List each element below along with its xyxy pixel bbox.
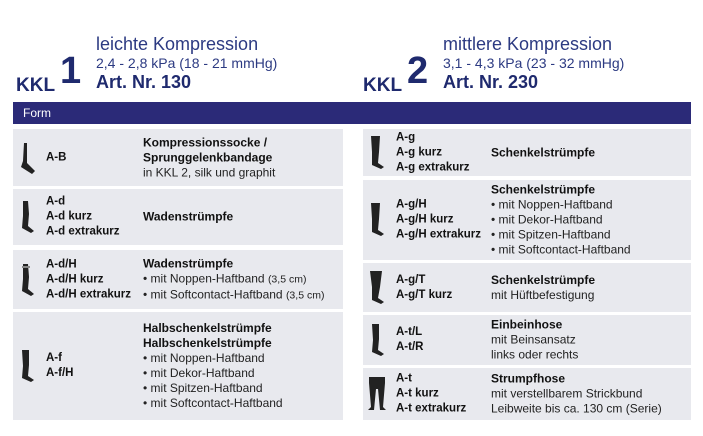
pressure-range: 3,1 - 4,3 kPa (23 - 32 mmHg) [443, 55, 625, 71]
product-title: Sprunggelenkbandage [143, 150, 273, 164]
article-code: A-t/R [396, 341, 424, 353]
product-title: Kompressionssocke / [143, 135, 268, 149]
product-row [363, 263, 691, 312]
product-title: Schenkelstrümpfe [491, 145, 596, 159]
product-feature: • mit Spitzen-Haftband [491, 227, 611, 242]
article-code: A-g/H kurz [396, 213, 454, 226]
product-description [491, 273, 595, 303]
product-title: Halbschenkelstrümpfe [143, 336, 272, 350]
product-feature: • mit Noppen-Haftband [143, 351, 265, 365]
article-code: A-d kurz [46, 210, 92, 223]
article-code: A-g extrakurz [396, 161, 470, 173]
product-title: Einbeinhose [491, 317, 563, 332]
product-title: Schenkelstrümpfe [491, 272, 596, 287]
article-code: A-d/H kurz [46, 273, 104, 285]
product-title: Wadenstrümpfe [143, 209, 234, 224]
product-title: Halbschenkelstrümpfe [143, 321, 272, 335]
product-row [363, 129, 691, 176]
leg-silhouette-icon [17, 263, 37, 297]
kkl-number: 1 [60, 50, 82, 92]
article-codes [396, 130, 470, 175]
article-code: A-t kurz [396, 387, 439, 400]
article-code: A-B [46, 151, 67, 163]
leg-silhouette-icon [17, 349, 37, 383]
product-feature: mit verstellbarem Strickbund [491, 386, 643, 401]
product-description [491, 318, 578, 363]
product-feature: • mit Spitzen-Haftband [143, 381, 263, 395]
article-code: A-d/H extrakurz [46, 288, 131, 300]
kkl-number: 2 [407, 50, 429, 92]
compression-title: leichte Kompression [96, 34, 259, 54]
product-feature: • mit Noppen-Haftband (3,5 cm) [143, 271, 307, 285]
product-row [13, 250, 343, 309]
article-code: A-f/H [46, 367, 74, 379]
article-codes [396, 273, 452, 303]
article-codes [46, 150, 66, 165]
product-description [491, 145, 595, 160]
product-description [143, 256, 324, 303]
right-header [363, 34, 693, 94]
article-codes [396, 372, 466, 417]
article-number: Art. Nr. 230 [443, 72, 539, 92]
leg-silhouette-icon [367, 271, 387, 305]
product-row [13, 189, 343, 245]
leg-silhouette-icon [367, 203, 387, 237]
product-row [13, 312, 343, 420]
article-codes [396, 325, 423, 355]
form-label: Form [23, 106, 51, 120]
leg-silhouette-icon [367, 323, 387, 357]
pressure-range: 2,4 - 2,8 kPa (18 - 21 mmHg) [96, 55, 278, 71]
article-code: A-d/H [46, 258, 77, 270]
leg-silhouette-icon [367, 136, 387, 170]
product-description [143, 321, 283, 411]
product-feature: • mit Dekor-Haftband [491, 212, 603, 227]
kkl-label: KKL [363, 75, 403, 96]
product-feature: • mit Dekor-Haftband [143, 366, 255, 380]
article-codes [46, 351, 73, 381]
product-title: Schenkelstrümpfe [491, 182, 596, 197]
product-feature: mit Beinsansatz [491, 332, 576, 347]
article-code: A-t/L [396, 326, 423, 338]
leg-silhouette-icon [367, 377, 387, 411]
product-row [363, 315, 691, 365]
article-codes [46, 195, 120, 240]
article-code: A-d [46, 195, 66, 208]
product-row [363, 368, 691, 420]
article-codes [46, 257, 131, 302]
leg-silhouette-icon [17, 200, 37, 234]
product-title: Strumpfhose [491, 371, 566, 386]
article-code: A-g/T [396, 273, 426, 286]
product-row [13, 129, 343, 186]
form-header-bar [13, 102, 691, 124]
product-feature: • mit Softcontact-Haftband [143, 396, 283, 410]
product-feature: links oder rechts [491, 347, 579, 362]
article-code: A-g/H [396, 198, 427, 211]
kkl-label: KKL [16, 75, 56, 96]
product-feature: • mit Softcontact-Haftband [491, 242, 631, 257]
product-feature: in KKL 2, silk und graphit [143, 165, 276, 179]
article-code: A-g/H extrakurz [396, 228, 481, 241]
article-code: A-g/T kurz [396, 288, 453, 301]
article-code: A-f [46, 352, 62, 364]
article-code: A-g [396, 131, 416, 143]
article-code: A-t extrakurz [396, 402, 467, 415]
article-number: Art. Nr. 130 [96, 72, 192, 92]
product-description [491, 372, 662, 417]
product-description [143, 135, 275, 180]
article-code: A-g kurz [396, 146, 442, 158]
product-feature: • mit Noppen-Haftband [491, 197, 613, 212]
product-title: Wadenstrümpfe [143, 256, 234, 270]
left-header [16, 34, 336, 94]
product-feature: mit Hüftbefestigung [491, 287, 595, 302]
article-code: A-d extrakurz [46, 225, 120, 238]
product-feature: • mit Softcontact-Haftband (3,5 cm) [143, 287, 325, 301]
product-row [363, 180, 691, 260]
compression-title: mittlere Kompression [443, 34, 613, 54]
article-codes [396, 198, 481, 243]
leg-silhouette-icon [17, 141, 37, 175]
product-description [491, 183, 631, 258]
product-description [143, 210, 233, 225]
article-code: A-t [396, 372, 412, 385]
product-feature: Leibweite bis ca. 130 cm (Serie) [491, 401, 662, 416]
